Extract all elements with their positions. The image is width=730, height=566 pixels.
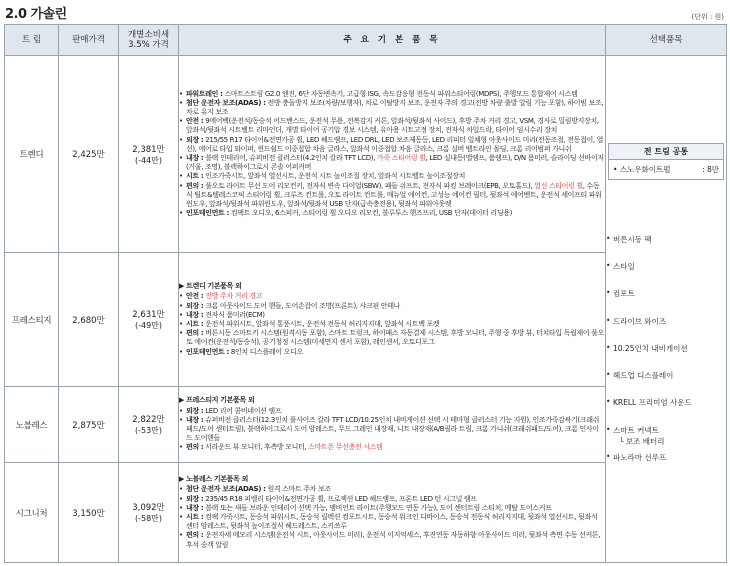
options-cell bbox=[606, 56, 727, 563]
common-option-box bbox=[608, 143, 724, 180]
trim-name: 트렌디 bbox=[5, 56, 59, 253]
header-trim: 트 림 bbox=[5, 25, 59, 56]
option-item: • 버튼시동 팩 bbox=[606, 234, 726, 261]
header-tax: 개별소비세 3.5% 가격 bbox=[119, 25, 179, 56]
option-item: • 드라이브 와이즈 bbox=[606, 316, 726, 343]
basic-item: • 외장 : 215/55 R17 타이어&전면가공 휠, LED 헤드램프, LED DRL, LED 보조제동등, LED 리피터 일체형 아웃사이드 미러(전동조절, 전동접이, 열선), 에어로 타입 와이퍼, 윈드쉴드 이중접합 차음 글라스, 앞좌석 이중접합 차음 글라스, 크롬 실버 벨트라인 몰딩, 크롬 리어범퍼 가니쉬 bbox=[179, 136, 605, 154]
option-item: • KRELL 프리미엄 사운드 bbox=[606, 397, 726, 424]
option-list bbox=[606, 234, 726, 480]
basic-items-trendy bbox=[179, 56, 606, 253]
option-item: • 스마트 커넥트 └ 보조 배터리 bbox=[606, 425, 726, 452]
basic-item: • 인포테인먼트 : 컴팩트 오디오, 6스피커, 스티어링 휠 오디오 리모컨, 블루투스 핸즈프리, USB 단자(데이터 리딩용) bbox=[179, 209, 605, 218]
unit-label: (단위 : 원) bbox=[691, 13, 724, 21]
header-options: 선택품목 bbox=[606, 25, 727, 56]
basic-item: • 편의 : 서라운드 뷰 모니터, 후측방 모니터, 스마트폰 무선충전 시스템 bbox=[179, 443, 605, 452]
table-header-row bbox=[5, 25, 727, 56]
basic-items-prestige: ▶ 트렌디 기본품목 외 • 안전 : 전방 주차 거리 경고 • 외장 : 크롬 아웃사이드 도어 핸들, 도어손잡이 조명(프론트), 샤크핀 안테나 • 내장 : 전자식 룸미러(ECM) • 시트 : 운전석 파워시트, 앞좌석 통풍시트, 운전석 전동식 허리지지대, 앞좌석 시트백 포켓 • 편의 : 버튼시동 스마트키 시스템(원격시동 포함), 스마트 트렁크, 하이패스 자동결제 시스템, 후방 모니터, 주행 중 후방 뷰, 터치타입 독립제어 풀오토 에어컨(운전석/동승석), 공기청정 시스템(미세먼지 센서 포함), 레인센서, 오토디포그 • 인포테인먼트 : 8인치 디스플레이 오디오 bbox=[179, 253, 606, 387]
basic-item: • 편의 : 풀오토 라이트 무선 도어 리모컨키, 전자식 변속 다이얼(SBW), 패들 쉬프트, 전자식 파킹 브레이크(EPB, 오토홀드), 열선 스티어링 휠, 수동식 틸트&텔레스코픽 스티어링 휠, 크루즈 컨트롤, 오토 라이트 컨트롤, 매뉴얼 에어컨, 고성능 에어컨 필터, 뒷좌석 에어벤트, 운전석 세이프티 파워 윈도우, 앞좌석/뒷좌석 파워윈도우, 앞좌석/뒷좌석 USB 단자(급속충전용), 뒷좌석 파워아웃렛 bbox=[179, 182, 605, 210]
header-price: 판매가격 bbox=[59, 25, 119, 56]
common-option-row: • 스노우화이트펄 : 8만 bbox=[613, 164, 719, 174]
basic-item: • 인포테인먼트 : 8인치 디스플레이 오디오 bbox=[179, 348, 605, 357]
trim-name: 시그니처 bbox=[5, 463, 59, 563]
basic-item: • 첨단 운전자 보조(ADAS) : 전방 충돌방지 보조(차량/보행자), 차로 이탈방지 보조, 운전자 주의 경고(전방 차량 출발 알림 기능 포함), 하이빔 보조, 차로 유지 보조 bbox=[179, 99, 605, 117]
basic-item: • 외장 : LED 리어 콤비네이션 램프 bbox=[179, 407, 605, 416]
option-item: • 10.25인치 내비게이션 bbox=[606, 343, 726, 370]
trim-name: 프레스티지 bbox=[5, 253, 59, 387]
header-basic: 주 요 기 본 품 목 bbox=[179, 25, 606, 56]
option-item: • 헤드업 디스플레이 bbox=[606, 370, 726, 397]
trim-tax-price: 2,631만 (-49만) bbox=[119, 253, 179, 387]
basic-item: • 파워트레인 : 스마트스트림 G2.0 엔진, 6단 자동변속기, 고급형 ISG, 속도감응형 전동식 파워스티어링(MDPS), 주행모드 통합제어 시스템 bbox=[179, 90, 605, 99]
trim-tax-price: 3,092만 (-58만) bbox=[119, 463, 179, 563]
common-option-title: 전 트림 공통 bbox=[609, 144, 723, 160]
basic-items-noblesse: ▶ 프레스티지 기본품목 외 • 외장 : LED 리어 콤비네이션 램프 • 내장 : 슈퍼비전 클러스터(12.3인치 풀사이즈 칼라 TFT LCD/10.25인치 내비게이션 선택 시 테마형 클러스터 기능 지원), 인조가죽감싸기(크래쉬패드/도어 센터트림), 블랙하이그로시 도어 암레스트, 무드 그레인 내장재, 니트 내장재(A/B필라 트림, 크롬 가니쉬(크래쉬패드/도어), 크롬 인사이드 도어핸들 • 편의 : 서라운드 뷰 모니터, 후측방 모니터, 스마트폰 무선충전 시스템 bbox=[179, 387, 606, 463]
basic-items-signature: ▶ 노블레스 기본품목 외 • 첨단 운전자 보조(ADAS) : 원격 스마트 주차 보조 • 외장 : 235/45 R18 피렐리 타이어&전면가공 휠, 프로젝션 LED 헤드램프, 프론트 LED 턴 시그널 램프 • 내장 : 블랙 또는 새들 브라운 인테리어 선택 가능, 앰비언트 라이트(주행모드 연동 가능), 도어 센터트림 스티치, 메탈 도어스커프 • 시트 : 컴팩 가죽시트, 동승석 파워시트, 동승석 릴렉션 컴포트시트, 동승석 워크인 디바이스, 동승석 전동식 허리지지대, 뒷좌석 열선시트, 뒷좌석 센터 암레스트, 뒷좌석 높이조절식 헤드레스트, 스키쓰루 • 편의 : 운전자세 메모리 시스템(운전석 시트, 아웃사이드 미러), 운전석 이지억세스, 후진연동 자동하향 아웃사이드 미러, 뒷좌석 측면 수동 선커튼, 후석 승객 알림 bbox=[179, 463, 606, 563]
basic-item: • 내장 : 블랙 인테리어, 슈퍼비전 클러스터(4.2인치 칼라 TFT LCD), 가죽 스티어링 휠, LED 실내등(맵램프, 룸램프), D/N 룸미러, 슬라이딩 선바이저(거울, 조명), 블랙하이그로시 콘솔 어퍼커버 bbox=[179, 154, 605, 172]
basic-item: • 첨단 운전자 보조(ADAS) : 원격 스마트 주차 보조 bbox=[179, 485, 605, 494]
trim-name: 노블레스 bbox=[5, 387, 59, 463]
trim-price: 2,425만 bbox=[59, 56, 119, 253]
basic-item: • 안전 : 9에어백(운전석/동승석 어드밴스드, 운전석 무릎, 전복감지 커튼, 앞좌석/뒷좌석 사이드), 후방 주차 거리 경고, VSM, 경사로 밀림방지장치, 앞좌석/뒷좌석 시트벨트 리마인더, 개별 타이어 공기압 경보 시스템, 유아용 시트고정 장치, 전자식 차일드락, 타이어 임시수리 장치 bbox=[179, 117, 605, 135]
trim-price: 2,875만 bbox=[59, 387, 119, 463]
basic-item: • 내장 : 전자식 룸미러(ECM) bbox=[179, 311, 605, 320]
trim-tax-price: 2,822만 (-53만) bbox=[119, 387, 179, 463]
option-item: • 컴포트 bbox=[606, 288, 726, 315]
basic-item: • 내장 : 블랙 또는 새들 브라운 인테리어 선택 가능, 앰비언트 라이트(주행모드 연동 가능), 도어 센터트림 스티치, 메탈 도어스커프 bbox=[179, 504, 605, 513]
basic-item: • 외장 : 235/45 R18 피렐리 타이어&전면가공 휠, 프로젝션 LED 헤드램프, 프론트 LED 턴 시그널 램프 bbox=[179, 495, 605, 504]
basic-item: • 시트 : 인조가죽시트, 앞좌석 열선시트, 운전석 시트 높이조절 장치, 앞좌석 시트벨트 높이조절장치 bbox=[179, 172, 605, 181]
option-item: • 파노라마 선루프 bbox=[606, 452, 726, 479]
page-title: 2.0 가솔린 bbox=[5, 7, 67, 22]
trim-tax-price: 2,381만 (-44만) bbox=[119, 56, 179, 253]
trim-price: 2,680만 bbox=[59, 253, 119, 387]
basic-item: • 시트 : 컴팩 가죽시트, 동승석 파워시트, 동승석 릴렉션 컴포트시트, 동승석 워크인 디바이스, 동승석 전동식 허리지지대, 뒷좌석 열선시트, 뒷좌석 센터 암레스트, 뒷좌석 높이조절식 헤드레스트, 스키쓰루 bbox=[179, 513, 605, 531]
basic-item: • 편의 : 버튼시동 스마트키 시스템(원격시동 포함), 스마트 트렁크, 하이패스 자동결제 시스템, 후방 모니터, 주행 중 후방 뷰, 터치타입 독립제어 풀오토 에어컨(운전석/동승석), 공기청정 시스템(미세먼지 센서 포함), 레인센서, 오토디포그 bbox=[179, 329, 605, 347]
trim-price: 3,150만 bbox=[59, 463, 119, 563]
basic-item: • 편의 : 운전자세 메모리 시스템(운전석 시트, 아웃사이드 미러), 운전석 이지억세스, 후진연동 자동하향 아웃사이드 미러, 뒷좌석 측면 수동 선커튼, 후석 승객 알림 bbox=[179, 531, 605, 549]
basic-item: • 안전 : 전방 주차 거리 경고 bbox=[179, 292, 605, 301]
basic-item: • 시트 : 운전석 파워시트, 앞좌석 통풍시트, 운전석 전동식 허리지지대, 앞좌석 시트백 포켓 bbox=[179, 320, 605, 329]
option-item: • 스타일 bbox=[606, 261, 726, 288]
price-table bbox=[4, 24, 727, 563]
table-row bbox=[5, 56, 727, 253]
basic-item: • 내장 : 슈퍼비전 클러스터(12.3인치 풀사이즈 칼라 TFT LCD/10.25인치 내비게이션 선택 시 테마형 클러스터 기능 지원), 인조가죽감싸기(크래쉬패드/도어 센터트림), 블랙하이그로시 도어 암레스트, 무드 그레인 내장재, 니트 내장재(A/B필라 트림, 크롬 가니쉬(크래쉬패드/도어), 크롬 인사이드 도어핸들 bbox=[179, 416, 605, 444]
basic-item: • 외장 : 크롬 아웃사이드 도어 핸들, 도어손잡이 조명(프론트), 샤크핀 안테나 bbox=[179, 302, 605, 311]
